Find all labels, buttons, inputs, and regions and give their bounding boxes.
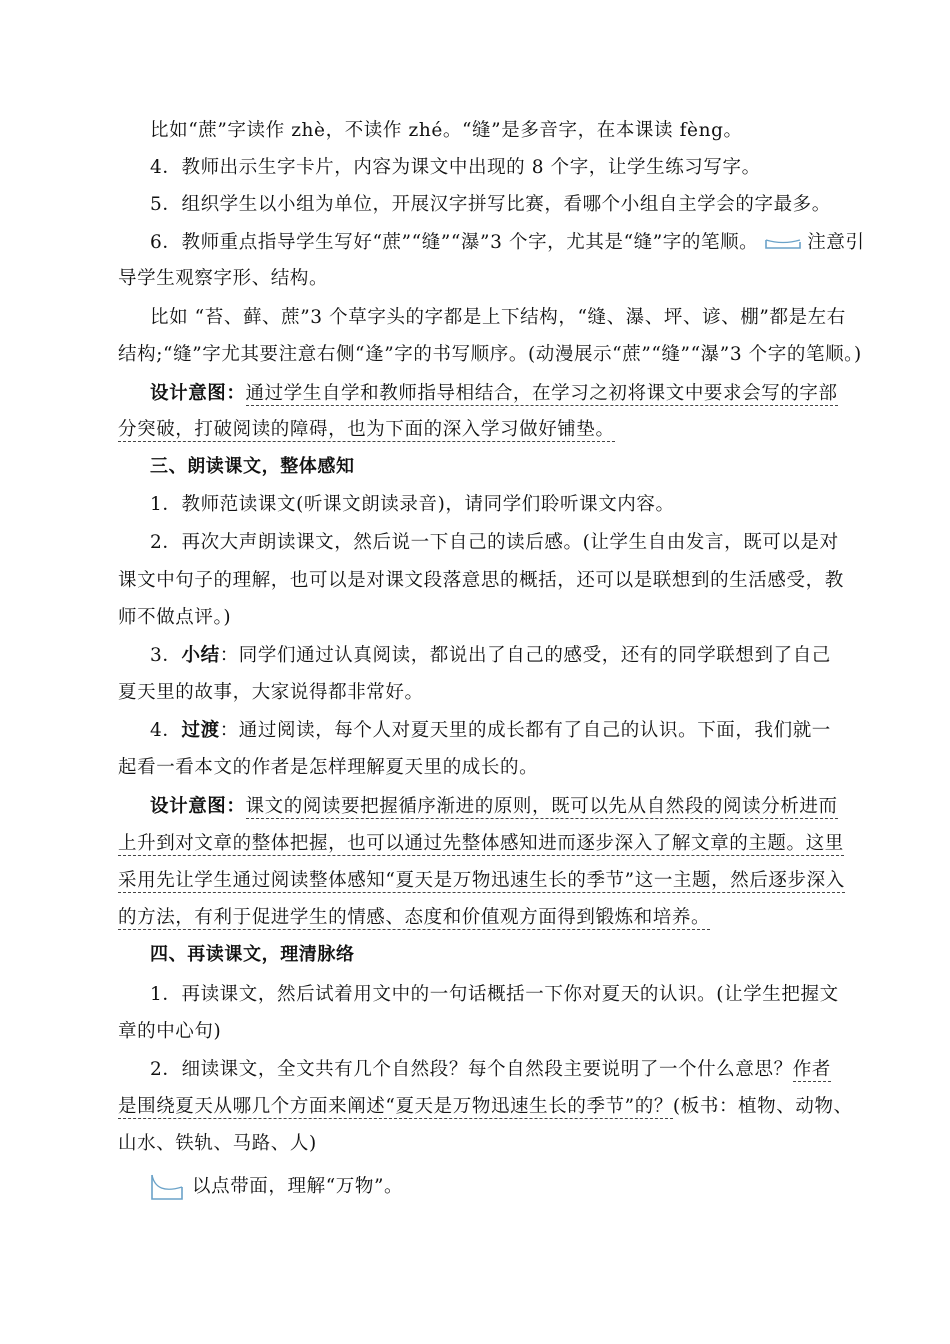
text: 导学生观察字形、结构。 (118, 268, 329, 289)
summary-label: 小结 (181, 645, 220, 666)
text: 比如 “苔、藓、蔗”3 个草字头的字都是上下结构，“缝、瀑、坪、谚、棚”都是左右 (150, 307, 846, 328)
section-heading (150, 452, 355, 482)
design-intent-label: 设计意图： (150, 383, 246, 404)
text: 1．再读课文，然后试着用文中的一句话概括一下你对夏天的认识。(让学生把握文 (150, 984, 839, 1005)
text: 5．组织学生以小组为单位，开展汉字拼写比赛，看哪个小组自主学会的字最多。 (150, 194, 831, 215)
note-icon (150, 1173, 184, 1201)
text: 的方法，有利于促进学生的情感、态度和价值观方面得到锻炼和培养。 (118, 907, 711, 928)
text: 夏天里的故事，大家说得都非常好。 (118, 682, 424, 703)
section-heading (150, 940, 355, 970)
text-line (118, 678, 424, 708)
text-line (150, 980, 839, 1010)
text: 2．再次大声朗读课文，然后说一下自己的读后感。(让学生自由发言，既可以是对 (150, 532, 839, 553)
text-line (118, 1092, 853, 1122)
text-line (150, 303, 846, 333)
text: 采用先让学生通过阅读整体感知“夏天是万物迅速生长的季节”这一主题，然后逐步深入 (118, 870, 845, 891)
text: 是围绕夏天从哪几个方面来阐述“夏天是万物迅速生长的季节”的？ (118, 1096, 673, 1117)
text-line (150, 528, 839, 558)
text: 课文的阅读要把握循序渐进的原则，既可以先从自然段的阅读分析进而 (245, 796, 838, 817)
text: ：通过阅读，每个人对夏天里的成长都有了自己的认识。下面，我们就一 (219, 720, 831, 741)
text: 课文中句子的理解，也可以是对课文段落意思的概括，还可以是联想到的生活感受，教 (118, 570, 844, 591)
text: 章的中心句) (118, 1021, 222, 1042)
transition-label: 过渡 (181, 720, 220, 741)
design-intent-label: 设计意图： (150, 796, 246, 817)
text-line (150, 228, 865, 258)
text-line (150, 1172, 403, 1202)
text: 师不做点评。) (118, 607, 232, 628)
text: 通过学生自学和教师指导相结合，在学习之初将课文中要求会写的字部 (245, 383, 838, 404)
text-line (150, 153, 761, 183)
text-line (150, 1055, 831, 1085)
text-line (118, 903, 710, 933)
text: 结构;“缝”字尤其要注意右侧“逢”字的书写顺序。(动漫展示“蔗”“缝”“瀑”3 个字的笔顺。) (118, 344, 862, 365)
text: 注意引 (807, 232, 865, 253)
text-line (118, 1129, 317, 1159)
text-line (118, 415, 615, 445)
heading-text: 四、再读课文，理清脉络 (150, 944, 355, 965)
design-intent-2 (150, 792, 838, 822)
text-line (150, 716, 831, 746)
text: 6．教师重点指导学生写好“蔗”“缝”“瀑”3 个字，尤其是“缝”字的笔顺。 (150, 232, 759, 253)
text-line (118, 829, 844, 859)
text-line (118, 753, 538, 783)
text: 4．教师出示生字卡片，内容为课文中出现的 8 个字，让学生练习写字。 (150, 157, 761, 178)
text-line (118, 566, 844, 596)
heading-text: 三、朗读课文，整体感知 (150, 456, 355, 477)
text: 作者 (792, 1059, 831, 1080)
text: 比如“蔗”字读作 zhè，不读作 zhé。“缝”是多音字，在本课读 fèng。 (150, 120, 743, 141)
design-intent-1 (150, 379, 838, 409)
text: ：同学们通过认真阅读，都说出了自己的感受，还有的同学联想到了自己 (219, 645, 831, 666)
text-line (118, 264, 328, 294)
text-line (118, 1017, 221, 1047)
note-icon (765, 236, 801, 250)
text: 山水、铁轨、马路、人) (118, 1133, 317, 1154)
text-line (150, 490, 675, 520)
text: 2．细读课文，全文共有几个自然段？每个自然段主要说明了一个什么意思？ (150, 1059, 793, 1080)
text: 分突破，打破阅读的障碍，也为下面的深入学习做好铺垫。 (118, 419, 615, 440)
text: 1．教师范读课文(听课文朗读录音)，请同学们聆听课文内容。 (150, 494, 675, 515)
text-line (118, 866, 845, 896)
text: 4． (150, 720, 182, 741)
text-line (150, 190, 831, 220)
text: 以点带面，理解“万物”。 (192, 1176, 404, 1197)
text: (板书：植物、动物、 (672, 1096, 853, 1117)
text-line (150, 641, 831, 671)
text-line (150, 116, 743, 146)
text-line (118, 603, 231, 633)
text: 起看一看本文的作者是怎样理解夏天里的成长的。 (118, 757, 539, 778)
text-line (118, 340, 862, 370)
text: 上升到对文章的整体把握，也可以通过先整体感知进而逐步深入了解文章的主题。这里 (118, 833, 844, 854)
text: 3． (150, 645, 182, 666)
